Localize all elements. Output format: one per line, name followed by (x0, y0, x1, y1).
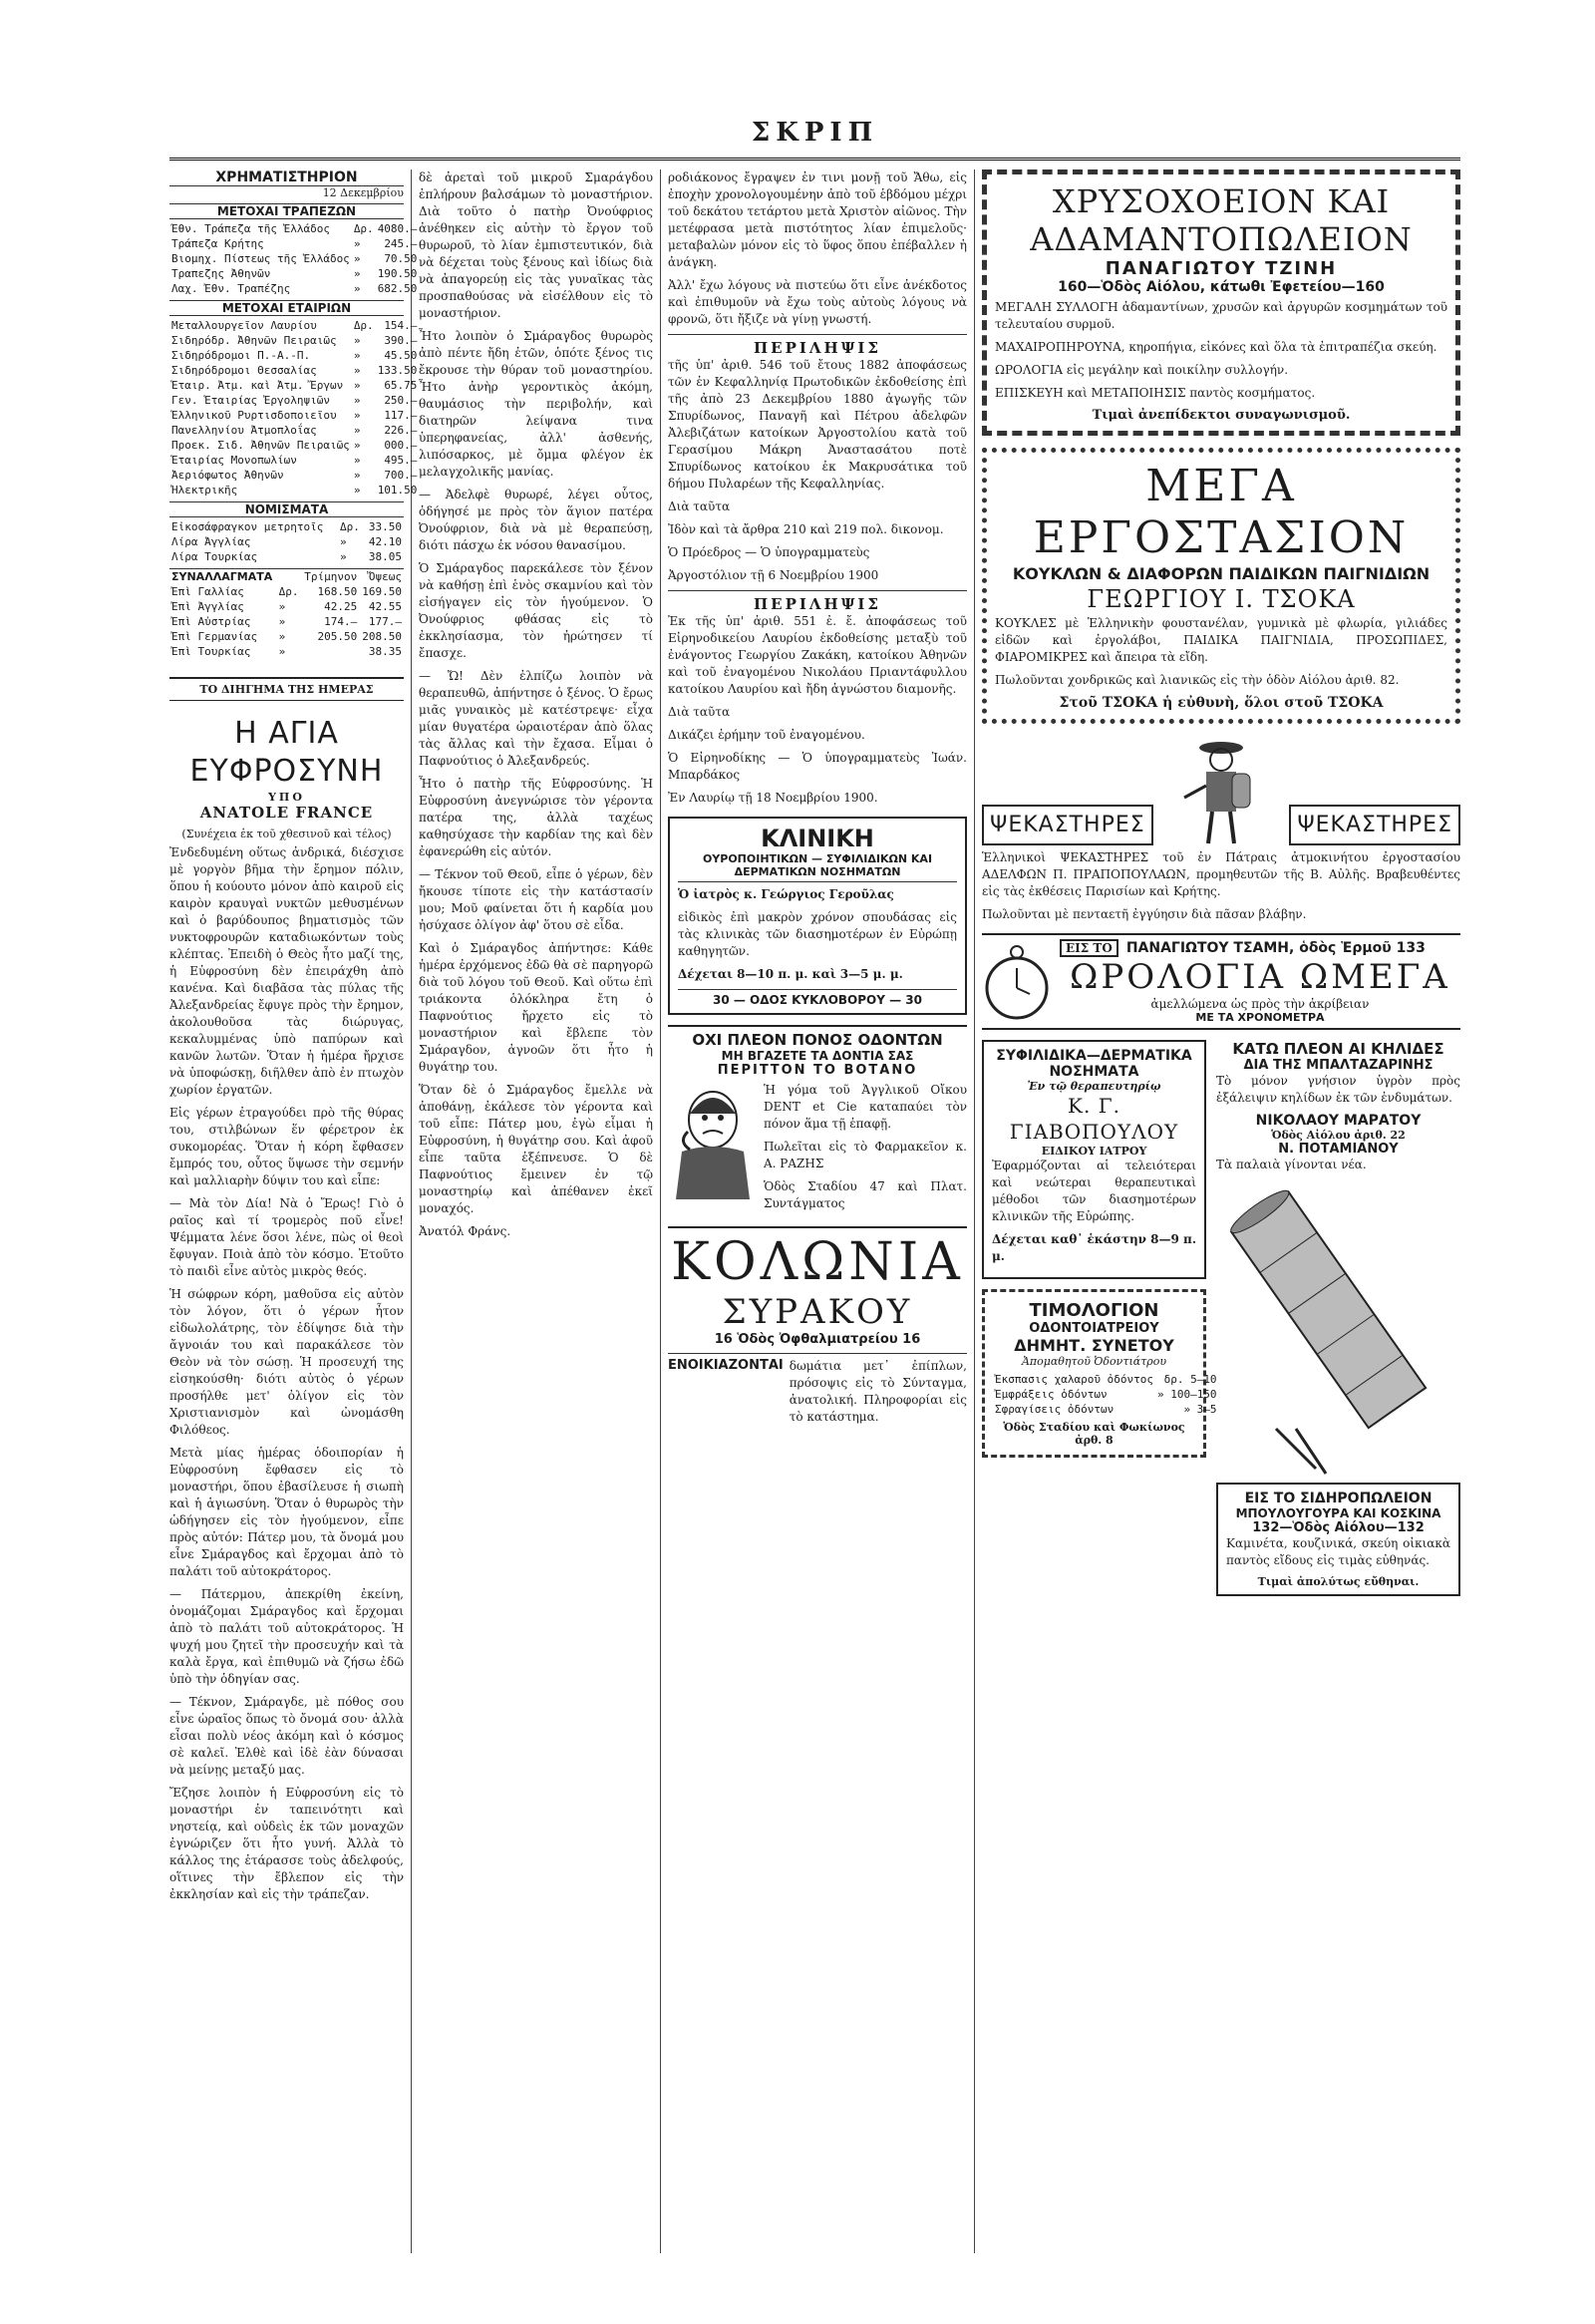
row-unit: Δρ. (353, 222, 374, 235)
fx-table (169, 568, 404, 659)
pricelist-item: Ἐμφράξεις ὀδόντων (995, 1388, 1108, 1401)
sprayers-body: Ἑλληνικοὶ ΨΕΚΑΣΤΗΡΕΣ τοῦ ἐν Πάτραις ἀτμοκινήτου ἐργοστασίου ΑΔΕΛΦΩΝ Π. ΠΡΑΠΟΠΟΥΛΑΩΝ, προμηθευτῶν τῆς Β. Αὐλῆς. Βραβευθέντες εἰς τὰς ἐκθέσεις Παρισίων καὶ Κρήτης. (982, 850, 1460, 898)
banks-table (169, 221, 419, 296)
ironmonger-owner: ΜΠΟΥΛΟΥΓΟΥΡΑ ΚΑΙ ΚΟΣΚΙΝΑ (1235, 1506, 1441, 1520)
column-1 (169, 169, 418, 2261)
row-name: Ἑταιρίας Μονοπωλίων (171, 454, 297, 467)
syphilis-role: ΕΙΔΙΚΟΥ ΙΑΤΡΟΥ (1041, 1145, 1147, 1158)
pricelist-price: δρ. 5—10 (1163, 1373, 1217, 1386)
jeweler-line: ΩΡΟΛΟΓΙΑ εἰς μεγάλην καὶ ποικίλην συλλογήν. (995, 363, 1289, 377)
row-name: Λαχ. Ἐθν. Τραπέζης (171, 282, 291, 295)
sprayers-title-left: ΨΕΚΑΣΤΗΡΕΣ (982, 805, 1153, 845)
story-author: ANATOLE FRANCE (199, 804, 374, 822)
row-unit: » (278, 615, 286, 628)
jeweler-line: ΜΕΓΑΛΗ ΣΥΛΛΟΓΗ ἀδαμαντίνων, χρυσῶν καὶ ἀργυρῶν κοσμημάτων τοῦ τελευταίου συρμοῦ. (995, 300, 1447, 331)
row-name: Μεταλλουργεῖον Λαυρίου (171, 319, 317, 332)
toys-slogan: Στοῦ ΤΣΟΚΑ ἡ εὐθυνὴ, ὅλοι στοῦ ΤΣΟΚΑ (1059, 695, 1384, 711)
row-unit: Δρ. (278, 585, 299, 598)
row-name: Ἠλεκτρικῆς (171, 484, 238, 497)
sprayers-ad (982, 736, 1460, 923)
pricelist-price: » 100—150 (1156, 1388, 1217, 1401)
table-row (993, 1387, 1219, 1402)
row-value: 117.— (384, 409, 418, 422)
column-rule (974, 169, 975, 2253)
clinic-title: ΚΛΙΝΙΚΗ (761, 825, 874, 852)
row-name: Ἐπὶ Αὐστρίας (171, 615, 251, 628)
row-unit: » (353, 409, 361, 422)
table-row (169, 251, 419, 266)
row-unit: » (353, 349, 361, 362)
paragraph: — Τέκνον, Σμάραγδε, μὲ πόθος σου εἶνε ὡραῖος ὅπως τὸ ὄνομά σου· ἀλλὰ εἶσαι πολὺ νέος ἀκόμη καὶ ὁ κόσμος σὲ καλεῖ. Ἐλθὲ καὶ ἰδὲ ἐὰν δύνασαι νὰ μείνῃς μεταξύ μας. (169, 1695, 404, 1777)
paragraph: Δικάζει ἐρήμην τοῦ ἐναγομένου. (668, 728, 865, 742)
row-name: Ἀεριόφωτος Ἀθηνῶν (171, 469, 284, 482)
row-sight: 38.35 (368, 645, 402, 658)
masthead: ΣΚΡΙΠ (751, 118, 879, 148)
row-unit: » (353, 424, 361, 437)
syphilis-body: Ἐφαρμόζονται αἱ τελειότεραι καὶ νεώτεραι θεραπευτικαὶ μέθοδοι τῶν διασημοτέρων κλινικῶν τῆς Εὐρώπης. (992, 1159, 1196, 1223)
row-value: 245.— (384, 237, 418, 250)
toys-title: ΜΕΓΑ ΕΡΓΟΣΤΑΣΙΟΝ (1033, 461, 1410, 563)
paragraph: — Ὤ! Δὲν ἐλπίζω λοιπὸν νὰ θεραπευθῶ, ἀπήντησε ὁ ξένος. Ὁ ἔρως μιᾶς γυναικὸς μὲ κατέστρεψε· εἶχα μίαν θυγατέρα ὡραιοτέραν ἀπὸ ὅλας τὰς ἄλλας καὶ τὴν ἔχασα. Εἶμαι ὁ Παφνούτιος ὁ Ἀλεξανδρεύς. (419, 669, 653, 768)
paragraph: — Μὰ τὸν Δία! Νὰ ὁ Ἔρως! Γιὸ ὁ ραῖος καὶ τί τρομερὸς ποῦ εἶνε! Ψέμματα λένε ὅσοι λένε, πὼς οἱ θεοὶ ἔφυγαν. Ποιὰ ἀπὸ τὸν κόσμο. Ἐτοῦτο τὸ παιδὶ εἶνε αὐτὸς μικρὸς θεός. (169, 1196, 404, 1278)
rent-title: ΕΝΟΙΚΙΑΖΟΝΤΑΙ (668, 1358, 784, 1373)
table-row (169, 281, 419, 296)
table-row (169, 483, 419, 498)
pricelist-item: Ἐκσπασις χαλαροῦ ὀδόντος (995, 1373, 1153, 1386)
row-name: Έθν. Τράπεζα τῆς Ἑλλάδος (171, 222, 330, 235)
table-row (169, 333, 419, 348)
paragraph: δὲ ἀρεταὶ τοῦ μικροῦ Σμαράγδου ἐπλήρουν βαλσάμων τὸ μοναστήριον. Διὰ τοῦτο ὁ πατὴρ Ὀνούφριος ἀνέθηκεν εἰς αὐτὴν τὸ ἔργον τοῦ θυρωροῦ, τὸ λίαν ἐμπιστευτικόν, διὰ νὰ δέχεται τοὺς ξένους καὶ ἰδίως διὰ νὰ ἀπαγορεύῃ εἰς τὰς γυναῖκας τὰς προσπαθούσας νὰ εἰσέλθουν εἰς τὸ μοναστήριον. (419, 170, 653, 320)
companies-title: ΜΕΤΟΧΑΙ ΕΤΑΙΡΙΩΝ (169, 300, 404, 316)
pricelist-ad (982, 1289, 1217, 1458)
table-row (169, 221, 419, 236)
row-unit: » (353, 252, 361, 265)
syphilis-ad (982, 1040, 1206, 1279)
table-row (169, 599, 404, 614)
row-unit: » (340, 535, 347, 548)
coins-table (169, 519, 404, 564)
row-value: 000.— (384, 439, 418, 452)
story-column-1 (169, 844, 404, 1903)
toothache-man-illustration (668, 1082, 758, 1201)
watch-shop: ΠΑΝΑΓΙΩΤΟΥ ΤΣΑΜΗ, ὁδὸς Ἑρμοῦ 133 (1125, 940, 1426, 956)
paragraph: Ἡ σώφρων κόρη, μαθοῦσα εἰς αὐτὸν τὸν λόγον, ὅτι ὁ γέρων ἦτον εἰδωλολάτρης, τὸν ἐδίψησε διὰ τὴν ἄγνοιάν του καὶ παρακάλεσε τὸν Θεὸν νὰ τὸν σώσῃ. Ἡ προσευχή της εἰσηκούσθη· διότι αὐτὸς ὁ γέρων προσήλθε μετ' ὀλίγον εἰς τὸν Χριστιανισμὸν καὶ ὠνομάσθη Φιλόθεος. (169, 1287, 404, 1437)
pricelist-sub: ΟΔΟΝΤΟΙΑΤΡΕΙΟΥ (1029, 1321, 1159, 1336)
row-name: Τράπεζα Κρήτης (171, 237, 264, 250)
row-name: Σιδηρόδρ. Ἀθηνῶν Πειραιῶς (171, 334, 337, 347)
row-sight: 42.55 (368, 600, 402, 613)
paragraph: — Τέκνον τοῦ Θεοῦ, εἶπε ὁ γέρων, δὲν ἤκουσε τίποτε εἰς τὴν κατάστασίν μου; Μοῦ φαίνεται ὅτι ἡ καρδία μου ἠσύχασε ὀλίγον ἀφ' ὅτου σὲ εἶδα. (419, 867, 653, 932)
row-sight: 169.50 (362, 585, 402, 598)
watch-title: ΩΡΟΛΟΓΙΑ ΩΜΕΓΑ (1070, 957, 1450, 997)
row-name: Βιομηχ. Πίστεως τῆς Ἑλλάδος (171, 252, 350, 265)
row-value: 133.50 (377, 364, 418, 377)
paragraph: Ἦτο λοιπὸν ὁ Σμάραγδος θυρωρὸς ἀπὸ πέντε ἤδη ἐτῶν, ὁπότε ξένος τις ἔκρουσε τὴν θύραν τοῦ μοναστηρίου. Ἦτο ἀνὴρ γεροντικὸς ἀκόμη, θαυμάσιος τὴν περιβολήν, καὶ διατηρῶν λείψανα τινα ὑπερηφανείας, ἀλλ' ἀσθενής, λιπόσαρκος, μὲ ὄμμα φλέγον ἐκ μελαγχολικῆς μανίας. (419, 329, 653, 479)
beer-sub: ΔΙΑ ΤΗΣ ΜΠΑΛΤΑΖΑΡΙΝΗΣ (1243, 1058, 1434, 1073)
coins-title: ΝΟΜΙΣΜΑΤΑ (169, 501, 404, 517)
row-three-month: 205.50 (317, 630, 358, 643)
table-row (169, 468, 419, 483)
row-name: Γεν. Ἑταιρίας Ἐργοληψιῶν (171, 394, 330, 407)
row-unit: » (353, 282, 361, 295)
row-unit: » (278, 645, 286, 658)
table-row (993, 1372, 1219, 1387)
table-row (169, 318, 419, 333)
clinic-doctor: Ὁ ἰατρὸς κ. Γεώργιος Γεροῦλας (678, 887, 894, 901)
jeweler-line: ΜΑΧΑΙΡΟΠΗΡΟΥΝΑ, κηροπήγια, εἰκόνες καὶ ὅλα τὰ ἐπιτραπέζια σκεύη. (995, 340, 1437, 354)
row-three-month: 168.50 (317, 585, 358, 598)
jeweler-ad (982, 169, 1460, 436)
fx-head-three: Τρίμηνον (304, 570, 358, 583)
row-value: 190.50 (377, 267, 418, 280)
column-4 (982, 169, 1460, 2261)
row-value: 45.50 (384, 349, 418, 362)
row-name: Ἐπὶ Ἀγγλίας (171, 600, 244, 613)
companies-table (169, 318, 419, 498)
pricelist-role: Ἀπομαθητοῦ Ὀδοντιάτρου (1021, 1355, 1167, 1368)
syphilis-title: ΣΥΦΙΛΙΔΙΚΑ—ΔΕΡΜΑΤΙΚΑ ΝΟΣΗΜΑΤΑ (996, 1048, 1192, 1080)
table-row (169, 408, 419, 423)
row-unit: » (340, 550, 347, 563)
table-row (169, 584, 404, 599)
row-value: 226.— (384, 424, 418, 437)
beer-seller-address: Ὁδὸς Αἰόλου ἀριθ. 22 (1271, 1129, 1406, 1142)
paragraph: Καὶ ὁ Σμάραγδος ἀπήντησε: Κάθε ἡμέρα ἐρχόμενος ἐδῶ θὰ σὲ παρηγορῶ διὰ τοῦ λόγου τοῦ Θεοῦ. Καὶ οὕτω ἐπὶ τριάκοντα ὁλόκληρα ἔτη ὁ Παφνούτιος ἤρχετο εἰς τὸ μοναστήριον καὶ ἔβλεπε τὸν Σμάραγδον, ἀγνοῶν ὅτι ἦτο ἡ θυγάτηρ του. (419, 941, 653, 1074)
table-row (993, 1402, 1219, 1417)
row-value: 33.50 (368, 520, 402, 533)
pricelist-price: » 3—5 (1183, 1403, 1217, 1416)
row-sight: 208.50 (362, 630, 402, 643)
table-row (169, 423, 419, 438)
paragraph: Ἀλλ' ἔχω λόγους νὰ πιστεύω ὅτι εἶνε ἀνέκδοτος καὶ ἐπιθυμοῦν νὰ ἔχω τοὺς αὐτοὺς λόγους νὰ φρονῶ, ὅτι ἤξιζε νὰ γίνῃ γνωστή. (668, 278, 967, 326)
table-row (169, 378, 419, 393)
row-value: 42.10 (368, 535, 402, 548)
paragraph: Ἐν Λαυρίῳ τῇ 18 Νοεμβρίου 1900. (668, 791, 878, 805)
column-2 (419, 169, 653, 2261)
row-unit: » (353, 394, 361, 407)
paragraph: Διὰ ταῦτα (668, 705, 731, 719)
fx-head-sight: Ὄψεως (368, 570, 402, 583)
table-row (169, 438, 419, 453)
table-row (169, 644, 404, 659)
row-value: 65.75 (384, 379, 418, 392)
column-3 (668, 169, 967, 2261)
watch-ad (982, 933, 1460, 1030)
row-unit: » (278, 600, 286, 613)
column-rule (660, 169, 661, 2253)
row-unit: » (353, 469, 361, 482)
syphilis-hours: Δέχεται καθ᾽ ἑκάστην 8—9 π. μ. (992, 1232, 1197, 1263)
row-value: 700.— (384, 469, 418, 482)
jeweler-prices: Τιμαὶ ἀνεπίδεκτοι συναγωνισμοῦ. (1092, 408, 1351, 423)
beer-title: ΚΑΤΩ ΠΛΕΟΝ ΑΙ ΚΗΛΙΔΕΣ (1232, 1040, 1444, 1058)
row-name: Σιδηρόδρομοι Θεσσαλίας (171, 364, 317, 377)
dental-seller: Πωλεῖται εἰς τὸ Φαρμακεῖον κ. Α. ΡΑΖΗΣ (764, 1140, 967, 1170)
clinic-ad (668, 817, 967, 1015)
row-name: Εἰκοσάφραγκον μετρητοῖς (171, 520, 324, 533)
paragraph: Ἐκ τῆς ὑπ' ἀριθ. 551 ἐ. ἔ. ἀποφάσεως τοῦ Εἰρηνοδικείου Λαυρίου ἐκδοθείσης μεταξὺ τοῦ ἐνάγοντος Γεωργίου Ζακάκη, κατοίκου Ἀθηνῶν καὶ τοῦ ἐναγομένου Νικολάου Πριαντάφυλλου κατοίκου Λαυρίου καὶ ἤδη ἀγνώστου διαμονῆς. (668, 614, 967, 696)
dental-sub: ΜΗ ΒΓΑΖΕΤΕ ΤΑ ΔΟΝΤΙΑ ΣΑΣ (721, 1049, 914, 1063)
paragraph: Ὁ Σμάραγδος παρεκάλεσε τὸν ξένον νὰ καθήσῃ ἐπὶ ἑνὸς σκαμνίου καὶ τὸν εἰσήγαγεν εἰς τὸν ἡγούμενον. Ὁ Ὀνούφριος φθάσας εἰς τὸ ἐκκλησίασμα, τὸν ἠρώτησεν τί ἔπασχε. (419, 561, 653, 660)
ironmonger-title: ΕΙΣ ΤΟ ΣΙΔΗΡΟΠΩΛΕΙΟΝ (1244, 1491, 1433, 1506)
table-row (169, 363, 419, 378)
table-row (169, 266, 419, 281)
paragraph: Ὅταν δὲ ὁ Σμάραγδος ἔμελλε νὰ ἀποθάνῃ, ἐκάλεσε τὸν γέροντα καὶ τοῦ εἶπε: Πάτερ μου, ἐγὼ εἶμαι ἡ Εὐφροσύνη, ἡ θυγάτηρ σου. Καὶ ἀφοῦ εἶπε ταῦτα ἐξέπνευσε. Ὁ δὲ Παφνούτιος ἔμεινεν ἐν τῷ μοναστηρίῳ καὶ ἀπέθανεν ἐκεῖ μοναχός. (419, 1083, 653, 1215)
row-value: 495.— (384, 454, 418, 467)
clinic-address: 30 — ΟΔΟΣ ΚΥΚΛΟΒΟΡΟΥ — 30 (678, 989, 957, 1007)
cologne-address: 16 Ὁδὸς Ὀφθαλμιατρείου 16 (714, 1332, 921, 1347)
table-row (169, 549, 404, 564)
jeweler-address: 160—Ὁδὸς Αἰόλου, κάτωθι Ἐφετείου—160 (1058, 279, 1385, 295)
cologne-title: ΚΟΛΩΝΙΑ (671, 1232, 964, 1292)
newspaper-page (169, 118, 1460, 2261)
row-name: Λίρα Ἀγγλίας (171, 535, 251, 548)
watch-tagline: ἀμελλώμενα ὡς πρὸς τὴν ἀκρίβειαν (1150, 997, 1370, 1011)
toys-owner: ΓΕΩΡΓΙΟΥ Ι. ΤΣΟΚΑ (1087, 585, 1356, 613)
banks-title: ΜΕΤΟΧΑΙ ΤΡΑΠΕΖΩΝ (169, 203, 404, 219)
row-value: 390.— (384, 334, 418, 347)
row-name: Ἑλληνικοῦ Ρυρτισδοποιεῖου (171, 409, 337, 422)
story-by: ΥΠΟ (268, 791, 305, 804)
table-row (169, 614, 404, 629)
beer-seller: ΝΙΚΟΛΑΟΥ ΜΑΡΑΤΟΥ (1255, 1113, 1422, 1129)
paragraph: Διὰ ταῦτα (668, 499, 731, 513)
pricelist-title: ΤΙΜΟΛΟΓΙΟΝ (1029, 1300, 1159, 1321)
row-unit: » (353, 334, 361, 347)
paragraph: — Πάτερμου, ἀπεκρίθη ἐκείνη, ὀνομάζομαι Σμάραγδος καὶ ἔρχομαι ἀπὸ τὸ παλάτι τοῦ αὐτοκράτορος. Ἡ ψυχή μου ζητεῖ τὴν προσευχήν καὶ τὰ καλὰ ἔργα, καὶ ἐπιθυμῶ νὰ ζήσω ἐδῶ ὑπὸ τὴν ὁδηγίαν σας. (169, 1587, 404, 1686)
notice2-title: ΠΕΡΙΛΗΨΙΣ (753, 595, 882, 613)
clinic-body: εἰδικὸς ἐπὶ μακρὸν χρόνον σπουδάσας εἰς τὰς κλινικὰς τῶν διασημοτέρων ἐν Εὐρώπῃ καθηγητῶν. (678, 910, 957, 958)
row-unit: » (353, 379, 361, 392)
ironmonger-footer: Τιμαὶ ἀπολύτως εὔθηναι. (1257, 1575, 1420, 1588)
masthead-rule (169, 158, 1460, 161)
table-row (169, 629, 404, 644)
sprayer-man-illustration (1176, 736, 1266, 845)
story-column-2 (419, 169, 653, 1240)
row-unit: » (353, 439, 361, 452)
toys-ad (982, 448, 1460, 724)
toys-address: Πωλοῦνται χονδρικῶς καὶ λιανικῶς εἰς τὴν ὁδὸν Αἰόλου ἀριθ. 82. (995, 673, 1400, 687)
row-sight: 177.— (368, 615, 402, 628)
paragraph: Ἰδὸν καὶ τὰ ἄρθρα 210 καὶ 219 πολ. δικονομ. (668, 522, 944, 536)
pricelist-item: Σφραγίσεις ὀδόντων (995, 1403, 1115, 1416)
clinic-hours: Δέχεται 8—10 π. μ. καὶ 3—5 μ. μ. (678, 967, 903, 981)
paragraph: τῆς ὑπ' ἀριθ. 546 τοῦ ἔτους 1882 ἀποφάσεως τῶν ἐν Κεφαλληνίᾳ Πρωτοδικῶν ἐκδοθείσης ἐπὶ τῆς ἀπὸ 23 Δεκεμβρίου 1880 ἀγωγῆς τῶν Σπυρίδωνος, Παναγῆ καὶ Πέτρου ἀδελφῶν Ἀλεβιζάτων κατοίκων Ἀργοστολίου κατὰ τοῦ Γερασίμου Μάκρη Ἀναστασάτου ποτὲ Σπυρίδωνος κατοίκου ἐκ Μακρυσάτικα τοῦ δήμου Πυλαρέων τῆς Κεφαλληνίας. (668, 358, 967, 491)
story-title: Η ΑΓΙΑ ΕΥΦΡΟΣΥΝΗ (189, 716, 384, 789)
row-unit: » (353, 237, 361, 250)
sprayers-footer: Πωλοῦνται μὲ πενταετῆ ἐγγύησιν διὰ πᾶσαν βλάβην. (982, 907, 1307, 921)
syphilis-lead: Ἐν τῷ θεραπευτηρίῳ (1027, 1080, 1161, 1093)
paragraph: Ὁ Εἰρηνοδίκης — Ὁ ὑπογραμματεὺς Ἰωάν. Μπαρδάκος (668, 751, 967, 782)
row-name: Προεκ. Σιδ. Ἀθηνῶν Πειραιῶς (171, 439, 350, 452)
row-unit: » (353, 484, 361, 497)
paragraph: Μετὰ μίας ἡμέρας ὁδοιπορίαν ἡ Εὐφροσύνη ἔφθασεν εἰς τὸ μοναστήρι, ὅπου ἐβασίλευσε ἡ σιωπὴ καὶ ἡ ἁγιωσύνη. Ὅταν ὁ θυρωρὸς τὴν ὡδήγησεν εἰς τὸν ἡγούμενον, εἶπε πρὸς αὐτόν: Πάτερ μου, τὰ ὄνομά μου εἶνε Σμάραγδος καὶ ἔρχομαι ἀπὸ τὸ παλάτι τοῦ αὐτοκράτορος. (169, 1446, 404, 1578)
jeweler-owner: ΠΑΝΑΓΙΩΤΟΥ ΤΖΙΝΗ (1105, 258, 1338, 279)
story-section: ΤΟ ΔΙΗΓΗΜΑ ΤΗΣ ΗΜΕΡΑΣ (169, 677, 404, 696)
jeweler-line: ΕΠΙΣΚΕΥΗ καὶ ΜΕΤΑΠΟΙΗΣΙΣ παντὸς κοσμήματος. (995, 386, 1316, 400)
paragraph: ροδιάκονος ἔγραψεν ἐν τινι μονῇ τοῦ Ἄθω, εἰς ἐποχὴν χρονολογουμένην ἀπὸ τοῦ ἑβδόμου μέχρι τοῦ δεκάτου τετάρτου μετὰ Χριστὸν αἰῶνος. Τὴν μετέφρασα μετὰ πιστότητος λίαν ἐπιμελοῦς· μεταβαλὼν μόνον εἰς τὸ ὕφος ὅπου ἐπέβαλλεν ἡ ἀνάγκη. (668, 170, 967, 269)
row-three-month: 42.25 (324, 600, 358, 613)
row-name: Ἐπὶ Τουρκίας (171, 645, 251, 658)
paragraph: Εἰς γέρων ἐτραγούδει πρὸ τῆς θύρας του, στιλβώνων ἕν φέρετρον ἐκ συκομορέας. Ὅταν ἡ κόρη ἔφθασεν ἔμπρός του, οὗτος ὕψωσε τὴν σεμνήν καὶ μαλλιαρὴν δύψιν του καὶ εἶπε: (169, 1106, 404, 1187)
beer-seller2: Ν. ΠΟΤΑΜΙΑΝΟΥ (1278, 1142, 1399, 1157)
pricelist-owner: ΔΗΜΗΤ. ΣΥΝΕΤΟΥ (1014, 1336, 1174, 1355)
beer-footer: Τὰ παλαιὰ γίνονται νέα. (1216, 1158, 1367, 1171)
row-unit: » (278, 630, 286, 643)
row-value: 250.— (384, 394, 418, 407)
stovepipe-illustration (1216, 1179, 1455, 1479)
dental-sub2: ΠΕΡΙΤΤΟΝ ΤΟ ΒΟΤΑΝΟ (717, 1063, 918, 1078)
jeweler-lines (995, 299, 1447, 402)
paragraph: Ἀργοστόλιον τῇ 6 Νοεμβρίου 1900 (668, 568, 879, 582)
dental-body: Ἡ γόμα τοῦ Ἀγγλικοῦ Οἴκου DENT et Cie καταπαύει τὸν πόνον ἅμα τῇ ἐπαφῇ. (764, 1083, 967, 1131)
ironmonger-address: 132—Ὁδὸς Αἰόλου—132 (1252, 1520, 1425, 1535)
row-value: 154.— (384, 319, 418, 332)
beer-body: Τὸ μόνον γνήσιον ὑγρὸν πρὸς ἐξάλειψιν κηλίδων ἐκ τῶν ἐνδυμάτων. (1216, 1074, 1460, 1105)
row-unit: Δρ. (353, 319, 374, 332)
toys-body: ΚΟΥΚΛΕΣ μὲ Ἑλληνικὴν φουστανέλαν, γυμνικὰ μὲ φλωρία, γιλιάδες εἰδῶν καὶ ἐργολάβοι, ΠΑΙΔΙΚΑ ΠΑΙΓΝΙΔΙΑ, ΠΡΟΣΩΠΙΔΕΣ, ΦΙΑΡΟΜΙΚΡΕΣ καὶ ἄπειρα τὰ εἴδη. (995, 616, 1447, 664)
row-name: Σιδηρόδρομοι Π.-Α.-Π. (171, 349, 311, 362)
watch-lead: ΕΙΣ ΤΟ (1060, 939, 1118, 957)
pricelist-address: Ὁδὸς Σταδίου καὶ Φωκίωνος ἀρθ. 8 (1003, 1421, 1185, 1447)
notice1-title: ΠΕΡΙΛΗΨΙΣ (753, 339, 882, 357)
watch-sub: ΜΕ ΤΑ ΧΡΟΝΟΜΕΤΡΑ (1195, 1011, 1325, 1024)
row-name: Ἐπὶ Γαλλίας (171, 585, 244, 598)
row-unit: » (353, 267, 361, 280)
paragraph: Ἔζησε λοιπὸν ἡ Εὐφροσύνη εἰς τὸ μοναστήρι ἐν ταπεινότητι καὶ νηστείᾳ, καὶ οὐδεὶς ἐκ τῶν μοναχῶν ἐγνώριζεν ὅτι ἦτο γυνή. Ἀλλὰ τὸ κάλλος της ἐτάρασσε τοὺς ἀδελφούς, οἵτινες τὴν ἔβλεπον εἰς τὴν ἐκκλησίαν καὶ εἰς τὴν τράπεζαν. (169, 1786, 404, 1901)
story-end-text (668, 169, 967, 328)
table-row (169, 453, 419, 468)
ironmonger-ad (1216, 1483, 1460, 1596)
paragraph: Ἐνδεδυμένη οὕτως ἀνδρικά, διέσχισε μὲ γοργὸν βῆμα τὴν ἔρημον πόλιν, ὅπου ἡ κούουτο μόνον ἀπὸ καιροῦ εἰς καιρὸν κραυγαὶ νυκτῶν μεθυσμένων καὶ ὁ βαρύδουπος βηματισμὸς τῶν νυκτοφρουρῶν καταδιωκόντων τοὺς κλέπτας. Ἐπειδὴ ὁ Θεὸς ἦτο μαζί της, ἡ Εὐφροσύνη δὲν ἐπειράχθη ἀπὸ κανένα. Καὶ διαβᾶσα τὰς πύλας τῆς Ἀλεξανδρείας ἔφυγε πρὸς τὴν ἔρημον, ἀκολουθοῦσα τὰς διώρυγας, κεκαλυμμένας ὑπὸ παπύρων καὶ κανῶν λωτῶν. Ὅταν ἡ ἡμέρα ἤρχισε νὰ ὑποφώσκῃ, διῆλθεν ἀπὸ ἐν πτωχὸν χωρίον ἐργατῶν. (169, 845, 404, 1097)
row-unit: » (353, 364, 361, 377)
paragraph: — Ἀδελφὲ θυρωρέ, λέγει οὗτος, ὁδήγησέ με πρὸς τὸν ἅγιον πατέρα Ὀνούφριον, διὰ νὰ μὲ θεραπεύσῃ, διότι πάσχω ἐκ νόσου θανασίμου. (419, 488, 653, 552)
notice2-body (668, 613, 967, 807)
paragraph: Ἀνατόλ Φράνς. (419, 1224, 511, 1238)
jeweler-title: ΧΡΥΣΟΧΟΕΙΟΝ ΚΑΙ ΑΔΑΜΑΝΤΟΠΩΛΕΙΟΝ (1030, 182, 1413, 258)
clinic-subtitle: ΟΥΡΟΠΟΙΗΤΙΚΩΝ — ΣΥΦΙΛΙΔΙΚΩΝ ΚΑΙ ΔΕΡΜΑΤΙΚΩΝ ΝΟΣΗΜΑΤΩΝ (678, 852, 957, 882)
rent-body: δωμάτια μετ᾽ ἐπίπλων, πρόσοψις εἰς τὸ Σύνταγμα, ἀνατολική. Πληροφορίαι εἰς τὸ κατάστημα. (789, 1359, 967, 1424)
row-name: Λίρα Τουρκίας (171, 550, 258, 563)
pocket-watch-illustration (982, 942, 1052, 1022)
cologne-subtitle: ΣΥΡΑΚΟΥ (722, 1292, 913, 1332)
story-note: (Συνέχεια ἐκ τοῦ χθεσινοῦ καὶ τέλος) (181, 828, 392, 840)
table-row (169, 348, 419, 363)
beer-ad (1216, 1040, 1460, 1173)
row-value: 4080.— (377, 222, 418, 235)
row-name: Ἑταιρ. Ἀτμ. καὶ Ἀτμ. Ἔργων (171, 379, 344, 392)
row-name: Πανελληνίου Ἀτμοπλοΐας (171, 424, 317, 437)
row-value: 682.50 (377, 282, 418, 295)
row-name: Τραπεζης Ἀθηνῶν (171, 267, 271, 280)
table-row (169, 236, 419, 251)
row-name: Ἐπὶ Γερμανίας (171, 630, 258, 643)
syphilis-doctor: Κ. Γ. ΓΙΑΒΟΠΟΥΛΟΥ (1009, 1094, 1179, 1144)
ironmonger-body: Καμινέτα, κουζινικά, σκεύη οἰκιακὰ παντὸς εἴδους εἰς τιμὰς εὐθηνάς. (1226, 1536, 1450, 1567)
row-unit: Δρ. (340, 520, 360, 533)
dental-headline: ΟΧΙ ΠΛΕΟΝ ΠΟΝΟΣ ΟΔΟΝΤΩΝ (692, 1031, 943, 1049)
exchange-date: 12 Δεκεμβρίου (322, 186, 404, 199)
exchange-title: ΧΡΗΜΑΤΙΣΤΗΡΙΟΝ (169, 169, 404, 186)
row-value: 70.50 (384, 252, 418, 265)
table-row (169, 534, 404, 549)
dental-address: Ὁδὸς Σταδίου 47 καὶ Πλατ. Συντάγματος (764, 1179, 967, 1210)
row-three-month (301, 644, 359, 659)
paragraph: Ἦτο ὁ πατὴρ τῆς Εὐφροσύνης. Ἡ Εὐφροσύνη ἀνεγνώρισε τὸν γέροντα πατέρα της, ἀλλὰ ταχέως καθησύχασε τὴν καρδίαν της καὶ δὲν ἐφανερώθη εἰς αὐτόν. (419, 777, 653, 858)
row-three-month: 174.— (324, 615, 358, 628)
sprayers-title-right: ΨΕΚΑΣΤΗΡΕΣ (1289, 805, 1460, 845)
notice1-body (668, 357, 967, 584)
fx-title: ΣΥΝΑΛΛΑΓΜΑΤΑ (171, 570, 273, 583)
row-unit: » (353, 454, 361, 467)
row-value: 38.05 (368, 550, 402, 563)
pricelist-table (993, 1372, 1219, 1417)
toys-subtitle: ΚΟΥΚΛΩΝ & ΔΙΑΦΟΡΩΝ ΠΑΙΔΙΚΩΝ ΠΑΙΓΝΙΔΙΩΝ (1012, 564, 1431, 583)
table-row (169, 519, 404, 534)
paragraph: Ὁ Πρόεδρος — Ὁ ὑπογραμματεὺς (668, 545, 870, 559)
table-row (169, 393, 419, 408)
row-value: 101.50 (377, 484, 418, 497)
